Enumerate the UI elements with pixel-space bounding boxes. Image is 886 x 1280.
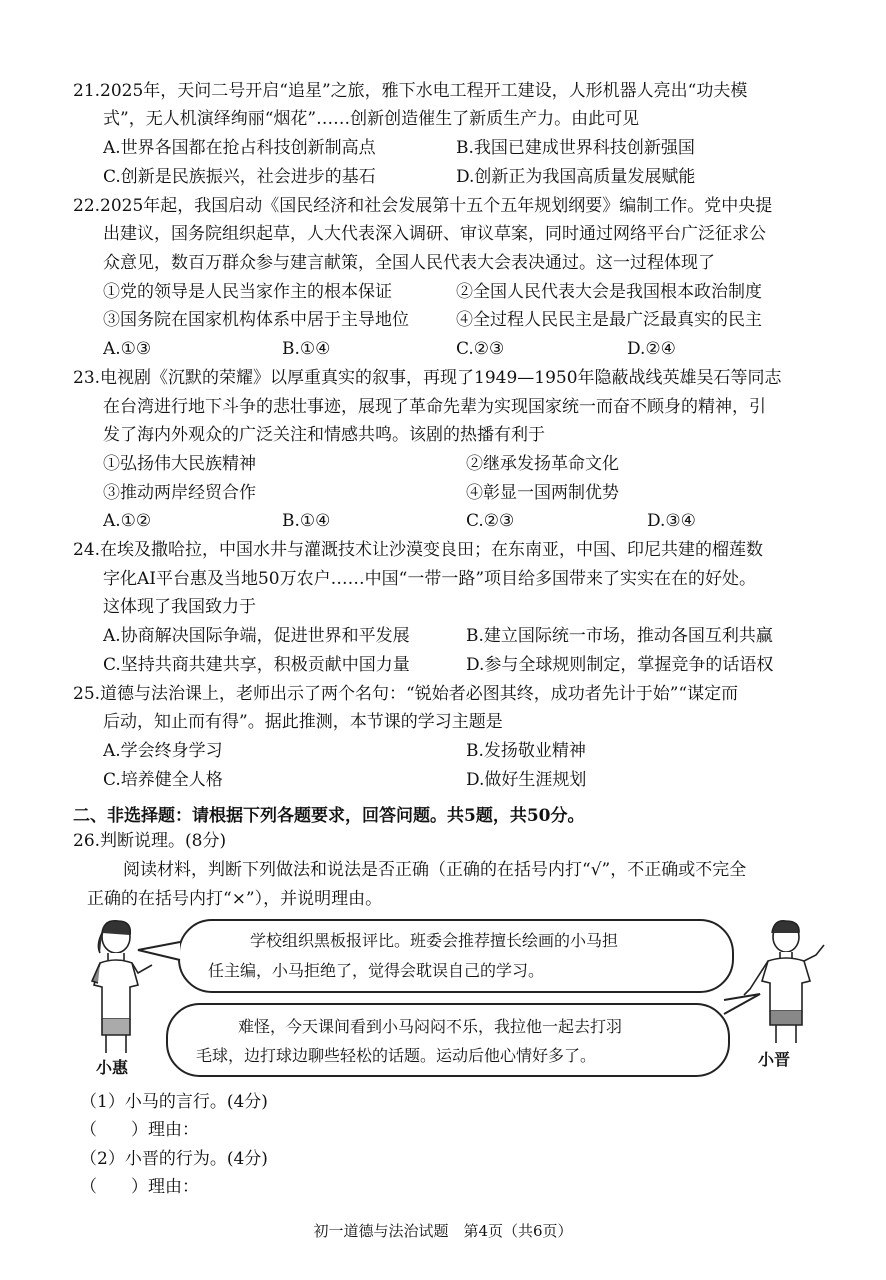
q22-statement-3: ③国务院在国家机构体系中居于主导地位: [103, 310, 409, 330]
boy-figure-icon: [742, 915, 832, 1045]
q26-intro-line2: 正确的在括号内打“×”），并说明理由。: [87, 889, 383, 909]
q24-stem-line2: 字化AI平台惠及当地50万农户……中国“一带一路”项目给多国带来了实实在在的好处。: [103, 569, 757, 589]
q22-option-a: A.①③: [103, 339, 152, 359]
bubble2-line1: 难怪，今天课间看到小马闷闷不乐，我拉他一起去打羽: [238, 1017, 623, 1036]
q22-stem-line1: 22.2025年起，我国启动《国民经济和社会发展第十五个五年规划纲要》编制工作。党中央提: [73, 196, 773, 216]
q26-part1: （1）小马的言行。(4分): [80, 1092, 268, 1112]
q22-statement-2: ②全国人民代表大会是我国根本政治制度: [456, 282, 762, 302]
q22-stem-line2: 出建议，国务院组织起草，人大代表深入调研、审议草案，同时通过网络平台广泛征求公: [103, 224, 766, 244]
q25-stem-line1: 25.道德与法治课上，老师出示了两个名句：“锐始者必图其终，成功者先计于始”“谋定而: [73, 684, 739, 704]
q22-statement-1: ①党的领导是人民当家作主的根本保证: [103, 282, 392, 302]
q23-statement-1: ①弘扬伟大民族精神: [103, 454, 256, 474]
q26-intro-line1: 阅读材料，判断下列做法和说法是否正确（正确的在括号内打“√”，不正确或不完全: [123, 860, 747, 880]
q23-option-d: D.③④: [647, 511, 696, 531]
q22-option-b: B.①④: [282, 339, 331, 359]
section-heading: 二、非选择题：请根据下列各题要求，回答问题。共5题，共50分。: [73, 806, 585, 826]
q23-statement-4: ④彰显一国两制优势: [466, 483, 619, 503]
q23-option-b: B.①④: [282, 511, 331, 531]
girl-figure-icon: [78, 915, 158, 1055]
name-left: 小惠: [96, 1058, 129, 1077]
bubble2-tail-icon: [722, 990, 762, 1020]
q23-stem-line2: 在台湾进行地下斗争的悲壮事迹，展现了革命先辈为实现国家统一而奋不顾身的精神，引: [103, 397, 766, 417]
speech-bubble-2: [166, 1003, 730, 1077]
q24-option-d: D.参与全球规则制定，掌握竞争的话语权: [466, 655, 774, 675]
q24-option-b: B.建立国际统一市场，推动各国互利共赢: [466, 626, 773, 646]
q22-stem-line3: 众意见，数百万群众参与建言献策，全国人民代表大会表决通过。这一过程体现了: [103, 253, 715, 273]
q23-option-a: A.①②: [103, 511, 152, 531]
bubble1-line2: 任主编，小马拒绝了，觉得会耽误自己的学习。: [208, 961, 545, 980]
bubble2-line2: 毛球，边打球边聊些轻松的话题。运动后他心情好多了。: [196, 1046, 597, 1065]
q22-statement-4: ④全过程人民民主是最广泛最真实的民主: [456, 310, 762, 330]
page-footer: 初一道德与法治试题 第4页（共6页）: [313, 1222, 573, 1240]
q23-option-c: C.②③: [466, 511, 515, 531]
speech-bubble-1: [178, 919, 734, 993]
bubble1-line1: 学校组织黑板报评比。班委会推荐擅长绘画的小马担: [250, 931, 619, 950]
q23-stem-line1: 23.电视剧《沉默的荣耀》以厚重真实的叙事，再现了1949—1950年隐蔽战线英雄吴石等同志: [73, 368, 782, 388]
q24-option-c: C.坚持共商共建共享，积极贡献中国力量: [103, 655, 410, 675]
q21-stem-line2: 式”，无人机演绎绚丽“烟花”……创新创造催生了新质生产力。由此可见: [103, 109, 640, 129]
q21-option-b: B.我国已建成世界科技创新强国: [456, 138, 695, 158]
q23-stem-line3: 发了海内外观众的广泛关注和情感共鸣。该剧的热播有利于: [103, 425, 545, 445]
q24-stem-line3: 这体现了我国致力于: [103, 597, 256, 617]
q23-statement-3: ③推动两岸经贸合作: [103, 483, 256, 503]
q21-option-d: D.创新正为我国高质量发展赋能: [456, 167, 696, 187]
q25-stem-line2: 后动，知止而有得”。据此推测，本节课的学习主题是: [103, 712, 503, 732]
q26-part1-answer: （ ）理由：: [80, 1120, 199, 1140]
q25-option-d: D.做好生涯规划: [466, 770, 587, 790]
q24-stem-line1: 24.在埃及撒哈拉，中国水井与灌溉技术让沙漠变良田；在东南亚，中国、印尼共建的榴莲数: [73, 540, 764, 560]
q21-option-c: C.创新是民族振兴，社会进步的基石: [103, 167, 376, 187]
q21-stem-line1: 21.2025年，天问二号开启“追星”之旅，雅下水电工程开工建设，人形机器人亮出“功夫模: [73, 81, 748, 101]
q21-option-a: A.世界各国都在抢占科技创新制高点: [103, 138, 376, 158]
name-right: 小晋: [758, 1050, 791, 1069]
q26-part2-answer: （ ）理由：: [80, 1177, 199, 1197]
q22-option-d: D.②④: [627, 339, 676, 359]
q25-option-a: A.学会终身学习: [103, 741, 223, 761]
q24-option-a: A.协商解决国际争端，促进世界和平发展: [103, 626, 410, 646]
bubble1-tail-icon: [136, 938, 182, 968]
q23-statement-2: ②继承发扬革命文化: [466, 454, 619, 474]
q26-part2: （2）小晋的行为。(4分): [80, 1149, 268, 1169]
q26-title: 26.判断说理。(8分): [73, 831, 227, 851]
q25-option-b: B.发扬敬业精神: [466, 741, 586, 761]
q25-option-c: C.培养健全人格: [103, 770, 223, 790]
q22-option-c: C.②③: [456, 339, 505, 359]
